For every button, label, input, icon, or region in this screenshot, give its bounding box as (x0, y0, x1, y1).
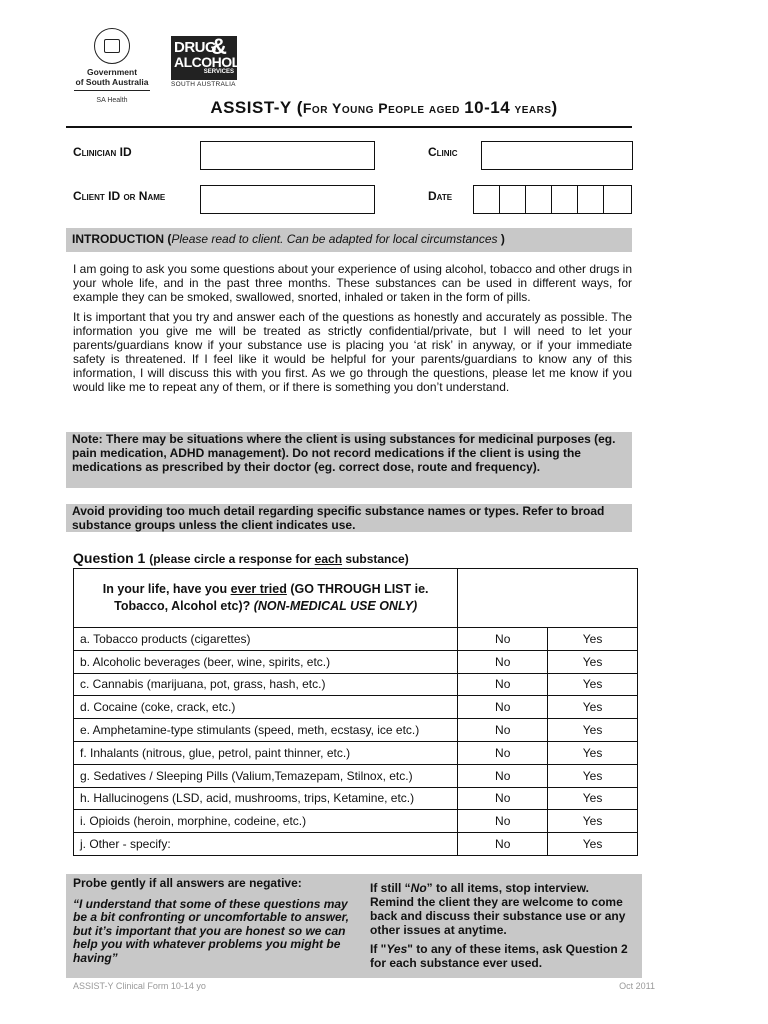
das-line2: ALCOHOL (174, 54, 240, 70)
date-field[interactable] (473, 185, 632, 214)
question-1-instr-each: each (314, 552, 343, 566)
title-suffix-sc: years (510, 100, 552, 116)
substance-label: i. Opioids (heroin, morphine, codeine, etc.) (74, 810, 458, 833)
no-response[interactable]: No (458, 810, 548, 833)
yes-response[interactable]: Yes (548, 673, 638, 696)
table-row (74, 719, 638, 742)
yes-response[interactable]: Yes (548, 650, 638, 673)
question-1-table (73, 568, 638, 856)
no-response[interactable]: No (458, 787, 548, 810)
no-response[interactable]: No (458, 628, 548, 651)
intro-paragraph-1: I am going to ask you some questions about your experience of using alcohol, tobacco and other drugs in your whole life, and in the past three months. These substances can be used in different ways, for example they can be smoked, swallowed, snorted, inhaled or taken in the form of pills. (73, 262, 633, 304)
date-cell[interactable] (500, 186, 526, 213)
gov-line2: of South Australia (75, 77, 149, 87)
prompt-pre: In your life, have you (102, 582, 231, 596)
title-rest: For Young People aged (302, 100, 465, 116)
medicinal-note: Note: There may be situations where the client is using substances for medicinal purposes (eg. pain medication, ADHD management). Do not record medications if the client is using the medications as prescribed by their doctor (eg. correct dose, route and frequency). (66, 432, 632, 488)
das-amp: & (211, 34, 227, 59)
substance-label: f. Inhalants (nitrous, glue, petrol, paint thinner, etc.) (74, 741, 458, 764)
date-cell[interactable] (578, 186, 604, 213)
response-header-cell (458, 569, 638, 628)
substance-label: g. Sedatives / Sleeping Pills (Valium,Temazepam, Stilnox, etc.) (74, 764, 458, 787)
substance-label: d. Cocaine (coke, crack, etc.) (74, 696, 458, 719)
clinician-id-field[interactable] (200, 141, 375, 170)
no-response[interactable]: No (458, 719, 548, 742)
probe-right (370, 881, 632, 970)
prompt-non-medical: (NON-MEDICAL USE ONLY) (253, 599, 418, 613)
gov-line1: Government (86, 67, 138, 77)
table-row (74, 741, 638, 764)
yes-response[interactable]: Yes (548, 764, 638, 787)
client-id-field[interactable] (200, 185, 375, 214)
probe-no-pre: If still “ (370, 881, 411, 895)
table-row (74, 810, 638, 833)
table-row (74, 787, 638, 810)
probe-yes-pre: If " (370, 942, 387, 956)
yes-response[interactable]: Yes (548, 833, 638, 856)
question-1-prompt (80, 581, 451, 615)
question-1-instr-pre: (please circle a response for (149, 552, 315, 566)
probe-instruction-no (370, 881, 632, 937)
no-response[interactable]: No (458, 833, 548, 856)
table-row (74, 833, 638, 856)
substance-label: h. Hallucinogens (LSD, acid, mushrooms, trips, Ketamine, etc.) (74, 787, 458, 810)
probe-instruction-yes (370, 942, 632, 970)
date-cell[interactable] (526, 186, 552, 213)
yes-response[interactable]: Yes (548, 787, 638, 810)
question-1-label: Question 1 (73, 550, 146, 566)
probe-no-word: No (410, 881, 427, 895)
no-response[interactable]: No (458, 764, 548, 787)
intro-heading-text: INTRODUCTION (72, 232, 164, 246)
substance-label: a. Tobacco products (cigarettes) (74, 628, 458, 651)
table-row (74, 764, 638, 787)
yes-response[interactable]: Yes (548, 741, 638, 764)
detail-note: Avoid providing too much detail regarding specific substance names or types. Refer to broad substance groups unless the client indicates use. (66, 504, 632, 532)
title-prefix: ASSIST-Y ( (210, 98, 303, 117)
client-id-label: Client ID or Name (73, 189, 166, 203)
prompt-mid: (GO THROUGH LIST ie. Tobacco, Alcohol etc)? (114, 582, 429, 613)
substance-label: e. Amphetamine-type stimulants (speed, meth, ecstasy, ice etc.) (74, 719, 458, 742)
table-row (74, 696, 638, 719)
das-logo-box (171, 34, 240, 80)
title-rule (66, 126, 632, 128)
state-crest-icon (94, 28, 130, 64)
probe-quote: “I understand that some of these questions may be a bit confronting or uncomfortable to answer, but it’s important that you are honest so we can help you with whatever problems you might be having” (73, 896, 350, 965)
table-row (74, 628, 638, 651)
substance-label: c. Cannabis (marijuana, pot, grass, hash, etc.) (74, 673, 458, 696)
question-1-heading (73, 550, 409, 566)
yes-response[interactable]: Yes (548, 696, 638, 719)
probe-yes-word: Yes (386, 942, 408, 956)
yes-response[interactable]: Yes (548, 628, 638, 651)
clinician-id-label: Clinician ID (73, 145, 132, 159)
probe-no-post: ” to all items, stop interview. Remind the client they are welcome to come back and discuss their substance use or any other issues at anytime. (370, 881, 626, 937)
gov-rule (74, 90, 150, 91)
form-title (0, 98, 768, 118)
introduction-heading: INTRODUCTION (Please read to client. Can be adapted for local circumstances ) (66, 228, 632, 252)
date-label: Date (428, 189, 453, 203)
sa-health-label: SA Health (96, 97, 128, 104)
das-line1: DRUG (174, 39, 217, 56)
das-line4: SOUTH AUSTRALIA (171, 81, 236, 88)
question-1-header-row (74, 569, 638, 628)
clinic-label: Clinic (428, 145, 458, 159)
date-cell[interactable] (474, 186, 500, 213)
substance-label: b. Alcoholic beverages (beer, wine, spirits, etc.) (74, 650, 458, 673)
no-response[interactable]: No (458, 696, 548, 719)
footer-date: Oct 2011 (619, 981, 655, 991)
title-suffix: ) (551, 98, 558, 117)
footer-form-name: ASSIST-Y Clinical Form 10-14 yo (73, 981, 206, 991)
intro-heading-note: Please read to client. Can be adapted for local circumstances (171, 232, 498, 246)
yes-response[interactable]: Yes (548, 719, 638, 742)
substance-label: j. Other - specify: (74, 833, 458, 856)
question-1-instr-post: substance) (342, 552, 409, 566)
probe-heading: Probe gently if all answers are negative: (73, 876, 302, 890)
probe-left (73, 877, 358, 965)
das-line3: SERVICES (203, 69, 234, 75)
probe-yes-post: " to any of these items, ask Question 2 for each substance ever used. (370, 942, 628, 970)
table-row (74, 673, 638, 696)
date-cell[interactable] (552, 186, 578, 213)
no-response[interactable]: No (458, 673, 548, 696)
clinic-field[interactable] (481, 141, 633, 170)
title-ages: 10-14 (464, 98, 511, 117)
question-1-prompt-cell (74, 569, 458, 628)
no-response[interactable]: No (458, 741, 548, 764)
no-response[interactable]: No (458, 650, 548, 673)
government-logo (72, 28, 152, 104)
prompt-ever-tried: ever tried (230, 582, 287, 596)
drug-alcohol-services-logo (171, 36, 239, 88)
yes-response[interactable]: Yes (548, 810, 638, 833)
table-row (74, 650, 638, 673)
intro-paragraph-2: It is important that you try and answer each of the questions as honestly and accurately as possible. The information you give me will be treated as strictly confidential/private, but I will need to let your parents/guardians know if your substance use is placing you ‘at risk’ in anyway, or if your immediate safety is threatened. If I feel like it would be helpful for your parents/guardians to know any of this information, I will discuss this with you first. As we go through the questions, please let me know if you would like me to repeat any of them, or if there is something you don’t understand. (73, 310, 632, 394)
